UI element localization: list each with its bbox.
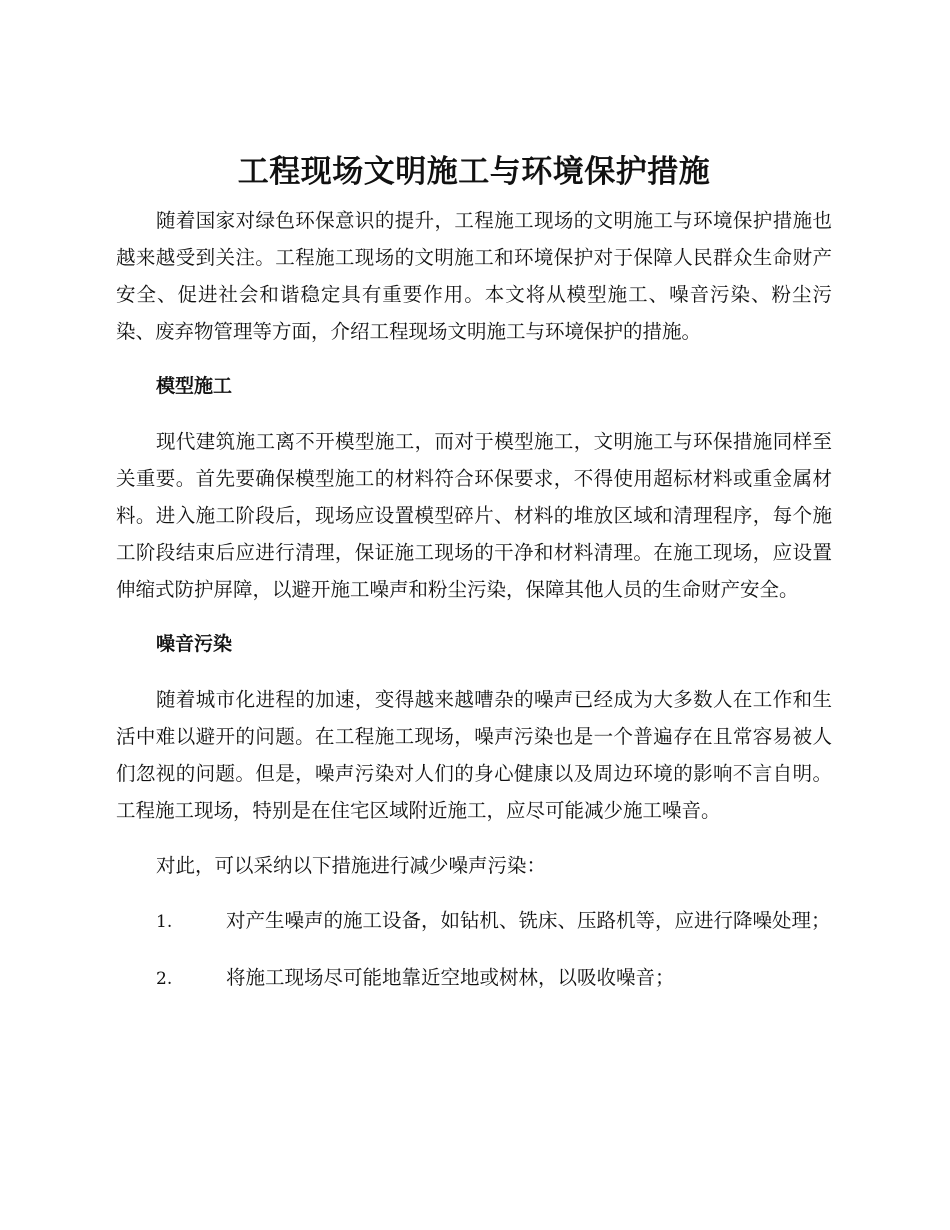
- noise-measures-lead: 对此，可以采纳以下措施进行减少噪声污染：: [156, 854, 547, 877]
- list-text: 将施工现场尽可能地靠近空地或树林，以吸收噪音；: [226, 966, 675, 989]
- list-number: 2.: [156, 969, 173, 989]
- document-page: [116, 150, 832, 998]
- spacer: [116, 941, 832, 959]
- section-body-noise: 随着城市化进程的加速，变得越来越嘈杂的噪声已经成为大多数人在工作和生活中难以避开的问题。在工程施工现场，噪声污染也是一个普遍存在且常容易被人们忽视的问题。但是，噪声污染对人们的身心健康以及周边环境的影响不言自明。工程施工现场，特别是在住宅区域附近施工，应尽可能减少施工噪音。: [116, 688, 832, 822]
- document-title: 工程现场文明施工与环境保护措施: [237, 154, 711, 190]
- list-item: [116, 902, 832, 941]
- spacer: [116, 884, 832, 902]
- list-item: [116, 959, 832, 998]
- section-heading-model: 模型施工: [156, 375, 233, 397]
- list-text: 对产生噪声的施工设备，如钻机、铣床、压路机等，应进行降噪处理；: [226, 909, 831, 932]
- list-number: 1.: [156, 912, 173, 932]
- section-body-model: 现代建筑施工离不开模型施工，而对于模型施工，文明施工与环保措施同样至关重要。首先要确保模型施工的材料符合环保要求，不得使用超标材料或重金属材料。进入施工阶段后，现场应设置模型碎片、材料的堆放区域和清理程序，每个施工阶段结束后应进行清理，保证施工现场的干净和材料清理。在施工现场，应设置伸缩式防护屏障，以避开施工噪声和粉尘污染，保障其他人员的生命财产安全。: [116, 430, 832, 601]
- section-heading-noise: 噪音污染: [156, 633, 233, 655]
- spacer: [116, 829, 832, 847]
- intro-paragraph: 随着国家对绿色环保意识的提升，工程施工现场的文明施工与环境保护措施也越来越受到关注。工程施工现场的文明施工和环境保护对于保障人民群众生命财产安全、促进社会和谐稳定具有重要作用。本文将从模型施工、噪音污染、粉尘污染、废弃物管理等方面，介绍工程现场文明施工与环境保护的措施。: [116, 209, 832, 343]
